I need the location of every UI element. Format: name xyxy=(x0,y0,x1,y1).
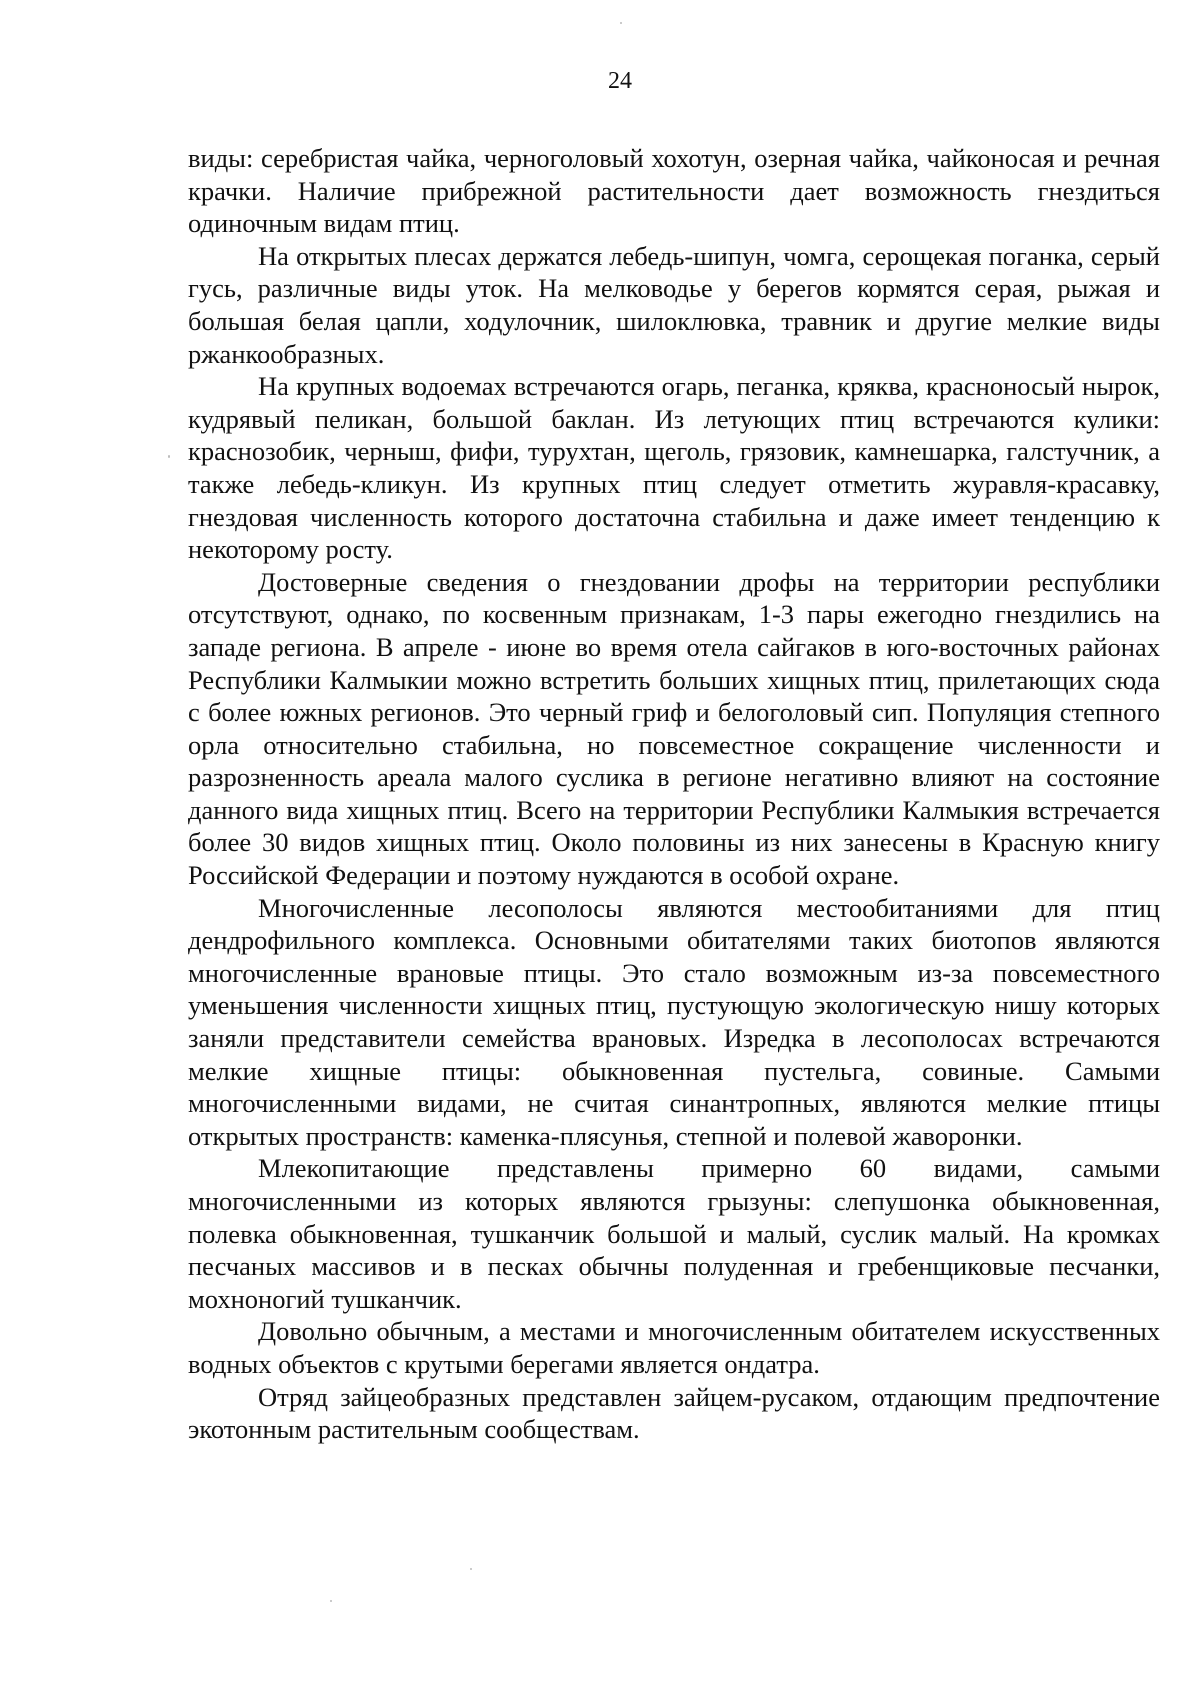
paragraph-lagomorphs: Отряд зайцеобразных представлен зайцем-русаком, отдающим предпочтение экотонным растительным сообществам. xyxy=(188,1381,1160,1445)
paragraph-large-waterbodies: На крупных водоемах встречаются огарь, пеганка, кряква, красноносый нырок, кудрявый пеликан, большой баклан. Из летующих птиц встречаются кулики: краснозобик, черныш, фифи, турухтан, щеголь, грязовик, камнешарка, галстучник, а также лебедь-кликун. Из крупных птиц следует отметить журавля-красавку, гнездовая численность которого достаточна стабильна и даже имеет тенденцию к некоторому росту. xyxy=(188,371,1160,565)
paragraph-mammals: Млекопитающие представлены примерно 60 видами, самыми многочисленными из которых являются грызуны: слепушонка обыкновенная, полевка обыкновенная, тушканчик большой и малый, суслик малый. На кромках песчаных массивов и в песках обычны полуденная и гребенщиковые песчанки, мохноногий тушканчик. xyxy=(188,1153,1160,1314)
paragraph-muskrat: Довольно обычным, а местами и многочисленным обитателем искусственных водных объектов с крутыми берегами является ондатра. xyxy=(188,1316,1160,1379)
paragraph-birds-of-prey: Достоверные сведения о гнездовании дрофы на территории республики отсутствуют, однако, по косвенным признакам, 1-3 пары ежегодно гнездились на западе региона. В апреле - июне во время отела сайгаков в юго-восточных районах Республики Калмыкии можно встретить больших хищных птиц, прилетающих сюда с более южных регионов. Это черный гриф и белоголовый сип. Популяция степного орла относительно стабильна, но повсеместное сокращение численности и разрозненность ареала малого суслика в регионе негативно влияют на состояние данного вида хищных птиц. Всего на территории Республики Калмыкия встречается более 30 видов хищных птиц. Около половины из них занесены в Красную книгу Российской Федерации и поэтому нуждаются в особой охране. xyxy=(188,566,1160,891)
paragraph-seabirds: виды: серебристая чайка, черноголовый хохотун, озерная чайка, чайконосая и речная крачки. Наличие прибрежной растительности дает возможность гнездиться одиночным видам птиц. xyxy=(188,143,1160,239)
scan-speck xyxy=(330,1600,332,1602)
scan-speck xyxy=(470,1568,472,1570)
scan-speck xyxy=(620,22,622,24)
page-number: 24 xyxy=(608,68,632,94)
body-text xyxy=(188,142,1160,1446)
paragraph-forest-belts: Многочисленные лесополосы являются местообитаниями для птиц дендрофильного комплекса. Основными обитателями таких биотопов являются многочисленные врановые птицы. Это стало возможным из-за повсеместного уменьшения численности хищных птиц, пустующую экологическую нишу которых заняли представители семейства врановых. Изредка в лесополосах встречаются мелкие хищные птицы: обыкновенная пустельга, совиные. Самыми многочисленными видами, не считая синантропных, являются мелкие птицы открытых пространств: каменка-плясунья, степной и полевой жаворонки. xyxy=(188,892,1160,1151)
scan-speck xyxy=(168,455,170,458)
paragraph-open-waters: На открытых плесах держатся лебедь-шипун, чомга, серощекая поганка, серый гусь, различные виды уток. На мелководье у берегов кормятся серая, рыжая и большая белая цапли, ходулочник, шилоклювка, травник и другие мелкие виды ржанкообразных. xyxy=(188,240,1160,369)
